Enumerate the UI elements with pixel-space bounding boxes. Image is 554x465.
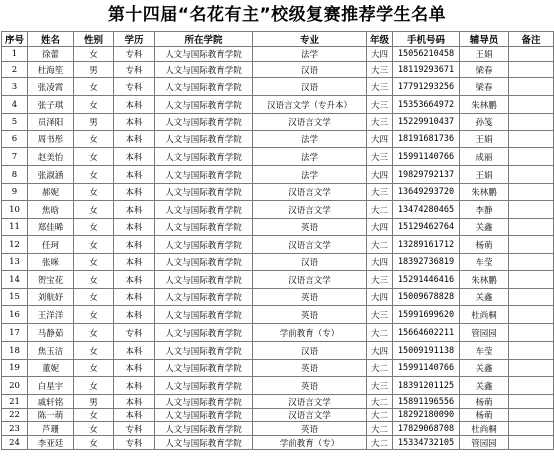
- cell-grade: 大四: [367, 47, 393, 62]
- cell-name: 杜海笙: [28, 62, 74, 78]
- cell-sex: 男: [74, 62, 114, 78]
- cell-sex: 女: [74, 271, 114, 289]
- table-row: [2, 219, 554, 236]
- cell-note: [509, 47, 554, 62]
- cell-index: 21: [2, 395, 28, 409]
- cell-sex: 女: [74, 236, 114, 254]
- cell-school: 人文与国际教育学院: [155, 166, 253, 184]
- cell-sex: 女: [74, 96, 114, 114]
- cell-education: 本科: [114, 184, 155, 201]
- cell-major: 汉语言文学: [253, 271, 367, 289]
- cell-index: 12: [2, 236, 28, 254]
- cell-school: 人文与国际教育学院: [155, 236, 253, 254]
- cell-counselor: 车莹: [460, 254, 509, 271]
- cell-phone: 19829792137: [393, 166, 460, 184]
- cell-phone: 15291446416: [393, 271, 460, 289]
- cell-name: 张咪: [28, 254, 74, 271]
- cell-counselor: 管园园: [460, 436, 509, 450]
- cell-counselor: 关鑫: [460, 289, 509, 306]
- cell-major: 英语: [253, 289, 367, 306]
- cell-major: 汉语: [253, 342, 367, 360]
- cell-index: 14: [2, 271, 28, 289]
- cell-major: 汉语言文学: [253, 201, 367, 219]
- cell-name: 董妮: [28, 360, 74, 377]
- cell-phone: 15229910437: [393, 114, 460, 131]
- cell-note: [509, 436, 554, 450]
- cell-major: 法学: [253, 47, 367, 62]
- cell-grade: 大三: [367, 114, 393, 131]
- cell-grade: 大三: [367, 271, 393, 289]
- cell-school: 人文与国际教育学院: [155, 254, 253, 271]
- cell-major: 汉语: [253, 62, 367, 78]
- cell-grade: 大四: [367, 219, 393, 236]
- cell-counselor: 王娟: [460, 131, 509, 148]
- cell-counselor: 王娟: [460, 47, 509, 62]
- cell-school: 人文与国际教育学院: [155, 360, 253, 377]
- cell-note: [509, 271, 554, 289]
- cell-counselor: 关鑫: [460, 360, 509, 377]
- cell-counselor: 杨萌: [460, 395, 509, 409]
- cell-education: 本科: [114, 254, 155, 271]
- cell-note: [509, 201, 554, 219]
- cell-grade: 大四: [367, 289, 393, 306]
- cell-sex: 女: [74, 360, 114, 377]
- cell-counselor: 孙笺: [460, 114, 509, 131]
- cell-sex: 女: [74, 47, 114, 62]
- cell-school: 人文与国际教育学院: [155, 78, 253, 96]
- cell-phone: 15891196556: [393, 395, 460, 409]
- cell-education: 专科: [114, 422, 155, 436]
- cell-index: 5: [2, 114, 28, 131]
- cell-index: 15: [2, 289, 28, 306]
- cell-counselor: 杜尚桐: [460, 422, 509, 436]
- cell-education: 本科: [114, 219, 155, 236]
- cell-sex: 女: [74, 289, 114, 306]
- cell-index: 9: [2, 184, 28, 201]
- cell-grade: 大二: [367, 422, 393, 436]
- cell-counselor: 杨萌: [460, 409, 509, 422]
- cell-index: 23: [2, 422, 28, 436]
- table-row: [2, 236, 554, 254]
- cell-note: [509, 96, 554, 114]
- cell-index: 19: [2, 360, 28, 377]
- table-row: [2, 78, 554, 96]
- cell-grade: 大二: [367, 436, 393, 450]
- cell-school: 人文与国际教育学院: [155, 219, 253, 236]
- cell-education: 本科: [114, 236, 155, 254]
- cell-school: 人文与国际教育学院: [155, 96, 253, 114]
- table-row: [2, 96, 554, 114]
- header-school: 所在学院: [155, 32, 253, 47]
- cell-index: 2: [2, 62, 28, 78]
- cell-sex: 女: [74, 219, 114, 236]
- cell-index: 4: [2, 96, 28, 114]
- cell-education: 本科: [114, 201, 155, 219]
- table-row: [2, 422, 554, 436]
- cell-counselor: 杜尚桐: [460, 306, 509, 324]
- cell-sex: 女: [74, 422, 114, 436]
- cell-phone: 18392736819: [393, 254, 460, 271]
- header-phone: 手机号码: [393, 32, 460, 47]
- cell-education: 本科: [114, 306, 155, 324]
- cell-phone: 18191681736: [393, 131, 460, 148]
- cell-name: 任珂: [28, 236, 74, 254]
- cell-counselor: 成丽: [460, 148, 509, 166]
- cell-grade: 大三: [367, 96, 393, 114]
- table-header-row: [2, 32, 554, 47]
- cell-counselor: 车莹: [460, 342, 509, 360]
- cell-school: 人文与国际教育学院: [155, 271, 253, 289]
- cell-note: [509, 377, 554, 395]
- cell-name: 白星宇: [28, 377, 74, 395]
- cell-education: 本科: [114, 289, 155, 306]
- cell-index: 8: [2, 166, 28, 184]
- cell-sex: 女: [74, 148, 114, 166]
- cell-counselor: 梁春: [460, 78, 509, 96]
- cell-note: [509, 422, 554, 436]
- cell-education: 本科: [114, 409, 155, 422]
- header-index: 序号: [2, 32, 28, 47]
- cell-major: 汉语言文学: [253, 236, 367, 254]
- cell-education: 本科: [114, 96, 155, 114]
- cell-school: 人文与国际教育学院: [155, 47, 253, 62]
- cell-school: 人文与国际教育学院: [155, 148, 253, 166]
- table-row: [2, 131, 554, 148]
- cell-name: 马静茹: [28, 324, 74, 342]
- cell-note: [509, 114, 554, 131]
- cell-name: 焦晗: [28, 201, 74, 219]
- cell-sex: 女: [74, 306, 114, 324]
- cell-major: 汉语: [253, 78, 367, 96]
- cell-school: 人文与国际教育学院: [155, 395, 253, 409]
- cell-counselor: 李静: [460, 201, 509, 219]
- header-major: 专业: [253, 32, 367, 47]
- cell-education: 本科: [114, 114, 155, 131]
- cell-grade: 大二: [367, 360, 393, 377]
- cell-sex: 女: [74, 78, 114, 96]
- cell-school: 人文与国际教育学院: [155, 289, 253, 306]
- cell-name: 陈一萌: [28, 409, 74, 422]
- cell-grade: 大三: [367, 78, 393, 96]
- cell-major: 英语: [253, 377, 367, 395]
- cell-phone: 13649293720: [393, 184, 460, 201]
- table-row: [2, 114, 554, 131]
- cell-school: 人文与国际教育学院: [155, 201, 253, 219]
- cell-sex: 男: [74, 114, 114, 131]
- cell-index: 1: [2, 47, 28, 62]
- cell-counselor: 朱林鹏: [460, 96, 509, 114]
- cell-school: 人文与国际教育学院: [155, 377, 253, 395]
- cell-name: 李亚廷: [28, 436, 74, 450]
- cell-education: 专科: [114, 436, 155, 450]
- cell-index: 24: [2, 436, 28, 450]
- cell-note: [509, 131, 554, 148]
- table-row: [2, 360, 554, 377]
- cell-sex: 男: [74, 395, 114, 409]
- cell-major: 英语: [253, 306, 367, 324]
- header-name: 姓名: [28, 32, 74, 47]
- cell-note: [509, 236, 554, 254]
- cell-school: 人文与国际教育学院: [155, 342, 253, 360]
- cell-major: 法学: [253, 166, 367, 184]
- header-education: 学历: [114, 32, 155, 47]
- cell-index: 3: [2, 78, 28, 96]
- cell-index: 16: [2, 306, 28, 324]
- cell-education: 专科: [114, 78, 155, 96]
- cell-major: 汉语言文学（专升本）: [253, 96, 367, 114]
- table-row: [2, 47, 554, 62]
- cell-grade: 大二: [367, 409, 393, 422]
- cell-grade: 大二: [367, 324, 393, 342]
- cell-grade: 大三: [367, 184, 393, 201]
- cell-note: [509, 184, 554, 201]
- cell-counselor: 杨萌: [460, 236, 509, 254]
- cell-sex: 女: [74, 377, 114, 395]
- cell-name: 张淑涵: [28, 166, 74, 184]
- cell-grade: 大四: [367, 131, 393, 148]
- cell-phone: 17829068708: [393, 422, 460, 436]
- cell-phone: 15991699620: [393, 306, 460, 324]
- cell-major: 汉语: [253, 254, 367, 271]
- cell-phone: 17791293256: [393, 78, 460, 96]
- cell-note: [509, 289, 554, 306]
- header-counselor: 辅导员: [460, 32, 509, 47]
- cell-phone: 15009678828: [393, 289, 460, 306]
- cell-education: 专科: [114, 62, 155, 78]
- cell-index: 11: [2, 219, 28, 236]
- cell-major: 英语: [253, 360, 367, 377]
- cell-education: 本科: [114, 360, 155, 377]
- cell-name: 戚轩铭: [28, 395, 74, 409]
- cell-major: 汉语言文学: [253, 395, 367, 409]
- cell-name: 刘航妤: [28, 289, 74, 306]
- cell-major: 法学: [253, 131, 367, 148]
- cell-index: 22: [2, 409, 28, 422]
- cell-name: 郝妮: [28, 184, 74, 201]
- cell-sex: 女: [74, 201, 114, 219]
- cell-sex: 女: [74, 436, 114, 450]
- cell-major: 学前教育（专）: [253, 436, 367, 450]
- cell-grade: 大二: [367, 201, 393, 219]
- cell-note: [509, 62, 554, 78]
- cell-major: 英语: [253, 219, 367, 236]
- table-row: [2, 409, 554, 422]
- cell-grade: 大三: [367, 377, 393, 395]
- cell-sex: 女: [74, 324, 114, 342]
- cell-education: 本科: [114, 166, 155, 184]
- cell-name: 员泽阳: [28, 114, 74, 131]
- cell-name: 赵美怡: [28, 148, 74, 166]
- header-grade: 年级: [367, 32, 393, 47]
- cell-grade: 大三: [367, 148, 393, 166]
- cell-phone: 15991140766: [393, 360, 460, 377]
- cell-name: 贺宝花: [28, 271, 74, 289]
- cell-name: 郑佳晞: [28, 219, 74, 236]
- table-row: [2, 395, 554, 409]
- cell-phone: 15991140766: [393, 148, 460, 166]
- cell-phone: 15664602211: [393, 324, 460, 342]
- cell-sex: 女: [74, 184, 114, 201]
- cell-counselor: 朱林鹏: [460, 184, 509, 201]
- header-note: 备注: [509, 32, 554, 47]
- cell-major: 学前教育（专）: [253, 324, 367, 342]
- cell-education: 本科: [114, 395, 155, 409]
- cell-major: 英语: [253, 422, 367, 436]
- student-roster-table: [1, 31, 554, 450]
- table-row: [2, 201, 554, 219]
- cell-index: 20: [2, 377, 28, 395]
- table-row: [2, 184, 554, 201]
- cell-name: 芦珊: [28, 422, 74, 436]
- cell-school: 人文与国际教育学院: [155, 409, 253, 422]
- cell-education: 本科: [114, 148, 155, 166]
- cell-counselor: 管园园: [460, 324, 509, 342]
- cell-phone: 15129462764: [393, 219, 460, 236]
- table-row: [2, 62, 554, 78]
- cell-grade: 大四: [367, 254, 393, 271]
- cell-index: 13: [2, 254, 28, 271]
- cell-index: 10: [2, 201, 28, 219]
- cell-sex: 女: [74, 254, 114, 271]
- cell-name: 周书彤: [28, 131, 74, 148]
- table-row: [2, 324, 554, 342]
- cell-grade: 大三: [367, 306, 393, 324]
- cell-name: 张凌霄: [28, 78, 74, 96]
- cell-index: 6: [2, 131, 28, 148]
- document-title: 第十四届“名花有主”校级复赛推荐学生名单: [107, 5, 447, 25]
- cell-sex: 女: [74, 409, 114, 422]
- table-row: [2, 436, 554, 450]
- cell-phone: 18292180090: [393, 409, 460, 422]
- cell-school: 人文与国际教育学院: [155, 436, 253, 450]
- cell-sex: 女: [74, 131, 114, 148]
- cell-school: 人文与国际教育学院: [155, 114, 253, 131]
- cell-counselor: 关鑫: [460, 377, 509, 395]
- cell-index: 7: [2, 148, 28, 166]
- cell-note: [509, 148, 554, 166]
- table-row: [2, 289, 554, 306]
- cell-counselor: 关鑫: [460, 219, 509, 236]
- cell-school: 人文与国际教育学院: [155, 422, 253, 436]
- cell-school: 人文与国际教育学院: [155, 131, 253, 148]
- cell-counselor: 朱林鹏: [460, 271, 509, 289]
- header-sex: 性别: [74, 32, 114, 47]
- cell-phone: 13289161712: [393, 236, 460, 254]
- cell-phone: 13474280465: [393, 201, 460, 219]
- cell-counselor: 梁春: [460, 62, 509, 78]
- cell-note: [509, 324, 554, 342]
- cell-school: 人文与国际教育学院: [155, 184, 253, 201]
- cell-sex: 女: [74, 342, 114, 360]
- cell-note: [509, 360, 554, 377]
- cell-grade: 大三: [367, 62, 393, 78]
- cell-education: 专科: [114, 324, 155, 342]
- cell-sex: 女: [74, 166, 114, 184]
- cell-index: 17: [2, 324, 28, 342]
- cell-grade: 大四: [367, 166, 393, 184]
- cell-phone: 18119293671: [393, 62, 460, 78]
- table-row: [2, 342, 554, 360]
- cell-phone: 15056210458: [393, 47, 460, 62]
- cell-note: [509, 409, 554, 422]
- cell-grade: 大二: [367, 236, 393, 254]
- cell-phone: 15353664972: [393, 96, 460, 114]
- table-row: [2, 166, 554, 184]
- cell-major: 汉语言文学: [253, 409, 367, 422]
- table-row: [2, 254, 554, 271]
- cell-index: 18: [2, 342, 28, 360]
- cell-note: [509, 395, 554, 409]
- cell-note: [509, 254, 554, 271]
- table-row: [2, 306, 554, 324]
- cell-phone: 15009191138: [393, 342, 460, 360]
- cell-note: [509, 306, 554, 324]
- cell-phone: 18391201125: [393, 377, 460, 395]
- cell-school: 人文与国际教育学院: [155, 62, 253, 78]
- cell-grade: 大二: [367, 395, 393, 409]
- cell-note: [509, 166, 554, 184]
- cell-name: 张子琪: [28, 96, 74, 114]
- cell-education: 专科: [114, 47, 155, 62]
- cell-education: 本科: [114, 342, 155, 360]
- cell-education: 本科: [114, 271, 155, 289]
- cell-education: 本科: [114, 377, 155, 395]
- cell-name: 王洋洋: [28, 306, 74, 324]
- cell-name: 徐蕾: [28, 47, 74, 62]
- table-row: [2, 377, 554, 395]
- cell-school: 人文与国际教育学院: [155, 306, 253, 324]
- table-row: [2, 271, 554, 289]
- cell-name: 焦玉洁: [28, 342, 74, 360]
- table-row: [2, 148, 554, 166]
- cell-phone: 15334732105: [393, 436, 460, 450]
- cell-major: 汉语言文学: [253, 114, 367, 131]
- cell-major: 汉语言文学: [253, 184, 367, 201]
- cell-note: [509, 342, 554, 360]
- cell-education: 本科: [114, 131, 155, 148]
- cell-note: [509, 219, 554, 236]
- cell-grade: 大四: [367, 342, 393, 360]
- cell-major: 法学: [253, 148, 367, 166]
- cell-counselor: 王娟: [460, 166, 509, 184]
- cell-note: [509, 78, 554, 96]
- cell-school: 人文与国际教育学院: [155, 324, 253, 342]
- table-body: [2, 47, 554, 450]
